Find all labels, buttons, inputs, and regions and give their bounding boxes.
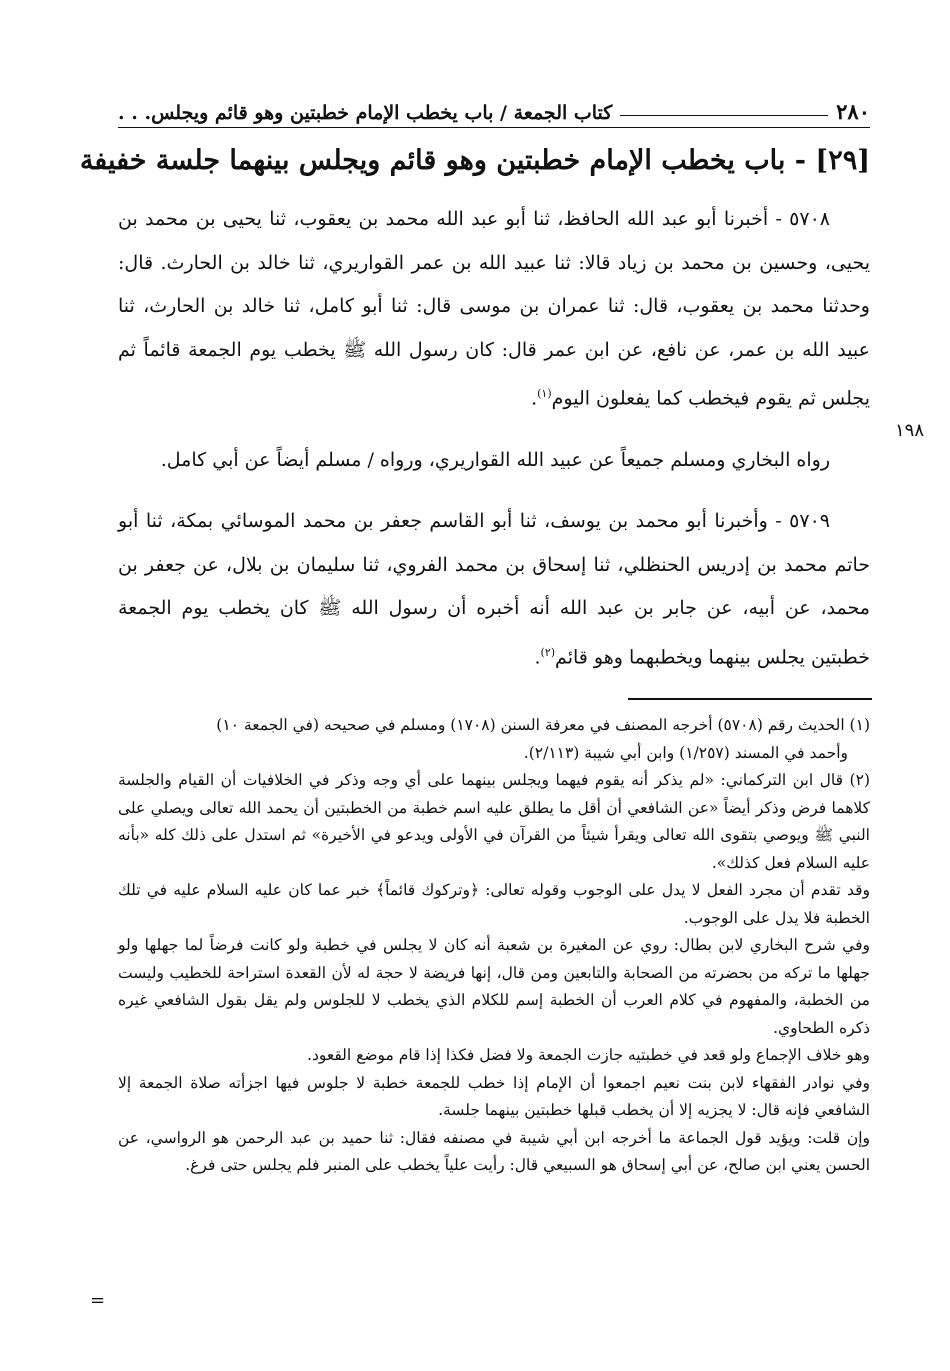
footnote-2-paragraph: وقد تقدم أن مجرد الفعل لا يدل على الوجوب وقوله تعالى: ﴿وتركوك قائماً﴾ خبر عما كان عليه السلام عليه في تلك الخطبة فلا يدل على الوجوب.: [118, 881, 870, 927]
header-divider: [118, 127, 870, 128]
footnote-2-paragraph: وإن قلت: ويؤيد قول الجماعة ما أخرجه ابن أبي شيبة في مصنفه فقال: ثنا حميد بن عبد الرحمن هو الرواسي، عن الحسن يعني ابن صالح، عن أبي إسحاق هو السبيعي قال: رأيت علياً يخطب على المنبر فلم يجلس حتى فرغ.: [118, 1128, 870, 1174]
continuation-mark: =: [90, 1290, 106, 1311]
chapter-title: [٢٩] - باب يخطب الإمام خطبتين وهو قائم ويجلس بينهما جلسة خفيفة: [79, 145, 870, 176]
page-number: ٢٨٠: [836, 99, 870, 124]
main-text: [118, 198, 870, 680]
narration-note: رواه البخاري ومسلم جميعاً عن عبيد الله القواريري، ورواه / مسلم أيضاً عن أبي كامل.: [160, 448, 830, 471]
header-dash-rule: [620, 115, 828, 116]
footnote-2: (٢) قال ابن التركماني: «لم يذكر أنه يقوم فيهما ويجلس بينهما على أي وجه وذكر في الخلافيات أن القيام والجلسة كلاهما فرض وذكر أيضاً «عن الشافعي أن أقل ما يطلق عليه اسم خطبة من الخطبتين أن يحمد الله تعالى ويصلي على النبي ﷺ ويوصي بتقوى الله تعالى ويقرأ شيئاً من القرآن في الأولى ويدعو في الأخيرة» ثم استدل على ذلك كله «بأنه عليه السلام فعل كذلك».: [118, 771, 870, 872]
hadith-5708-text: ٥٧٠٨ - أخبرنا أبو عبد الله الحافظ، ثنا أبو عبد الله محمد بن يعقوب، ثنا يحيى بن محمد بن يحيى، وحسين بن محمد بن زياد قالا: ثنا عبيد الله بن عمر القواريري، ثنا خالد بن الحارث. قال: وحدثنا محمد بن يعقوب، قال: ثنا عمران بن موسى قال: ثنا أبو كامل، ثنا خالد بن الحارث، ثنا عبيد الله بن عمر، عن نافع، عن ابن عمر قال: كان رسول الله ﷺ يخطب يوم الجمعة قائماً ثم يجلس ثم يقوم فيخطب كما يفعلون اليوم: [118, 208, 870, 410]
hadith-5709-text: ٥٧٠٩ - وأخبرنا أبو محمد بن يوسف، ثنا أبو القاسم جعفر بن محمد الموسائي بمكة، ثنا أبو حاتم محمد بن إدريس الحنظلي، ثنا إسحاق بن محمد الفروي، ثنا سليمان بن بلال، عن جعفر بن محمد، عن أبيه، عن جابر بن عبد الله أنه أخبره أن رسول الله ﷺ كان يخطب يوم الجمعة خطبتين يجلس بينهما ويخطبهما وهو قائم: [118, 510, 870, 669]
hadith-5709: [118, 500, 870, 679]
hadith-5709-end: .: [534, 646, 541, 669]
footnote-separator: [628, 698, 872, 700]
hadith-5708-end: .: [531, 387, 538, 410]
running-title: كتاب الجمعة / باب يخطب الإمام خطبتين وهو قائم ويجلس. . .: [118, 102, 613, 124]
footnote-2-paragraph: وهو خلاف الإجماع ولو قعد في خطبتيه جازت الجمعة ولا فضل فكذا إذا قام موضع القعود.: [307, 1046, 870, 1064]
footnotes: [118, 712, 870, 1180]
hadith-5708: [118, 198, 870, 421]
footnote-ref-2: (٢): [540, 645, 556, 659]
footnote-2-paragraph: وفي نوادر الفقهاء لابن بنت نعيم اجمعوا أن الإمام إذا خطب للجمعة خطبة لا جلوس فيها اجزأته صلاة الجمعة إلا الشافعي فإنه قال: لا يجزيه إلا أن يخطب قبلها خطبتين بينهما جلسة.: [118, 1073, 870, 1119]
footnote-1: (١) الحديث رقم (٥٧٠٨) أخرجه المصنف في معرفة السنن (١٧٠٨) ومسلم في صحيحه (في الجمعة ١٠): [216, 716, 870, 734]
running-header: [118, 92, 870, 124]
footnote-1-continued: وأحمد في المسند (١/٢٥٧) وابن أبي شيبة (٢/١١٣).: [523, 743, 848, 762]
footnote-2-paragraph: وفي شرح البخاري لابن بطال: روي عن المغيرة بن شعبة أنه كان لا يجلس في خطبة ولو كانت فرضاً لما جهلها ولو جهلها ما تركه من بحضرته من الصحابة والتابعين ومن قال، إنها فريضة لا حجة له لأن القعدة استراحة للخطيب وليست من الخطبة، والمفهوم في كلام العرب أن الخطبة إسم للكلام الذي يخطب لا للجلوس ولم يقل بقول الشافعي غيره ذكره الطحاوي.: [118, 936, 870, 1037]
margin-page-reference: ١٩٨: [895, 420, 925, 441]
footnote-ref-1: (١): [537, 387, 552, 400]
